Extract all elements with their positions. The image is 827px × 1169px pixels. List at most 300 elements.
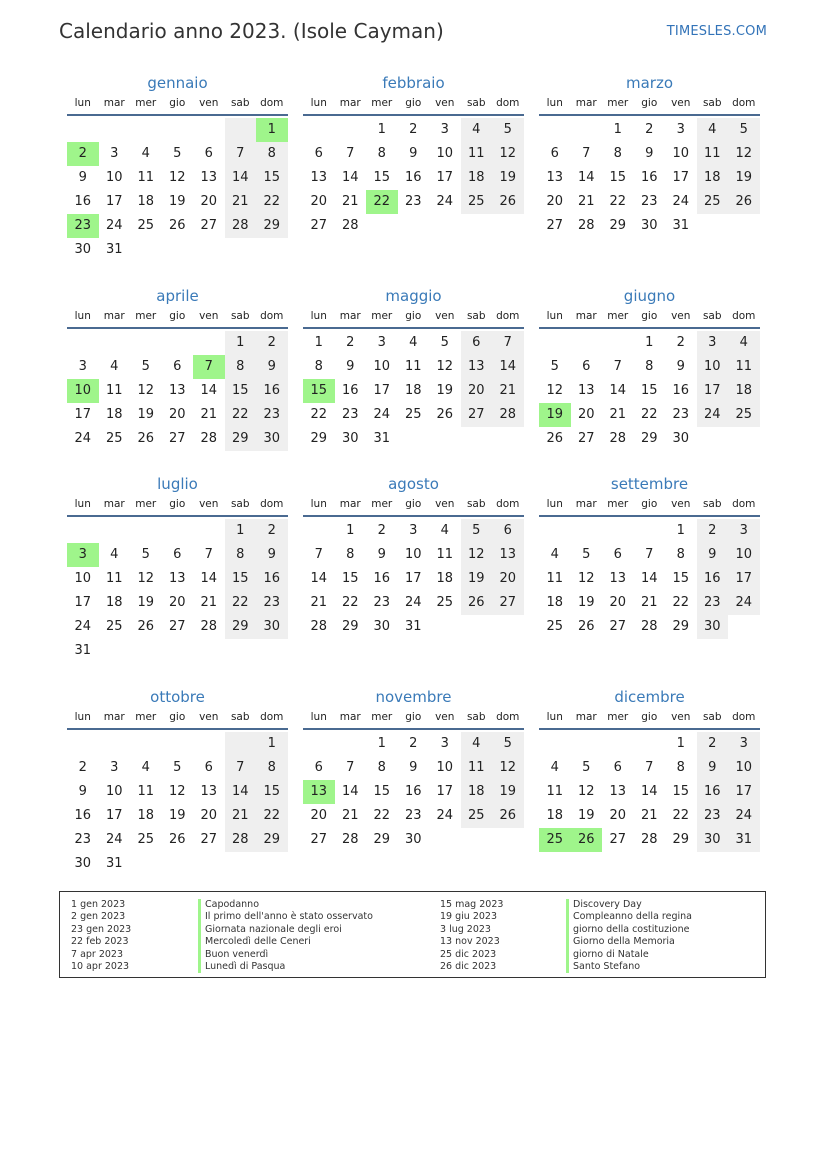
day-cell[interactable]: 28 bbox=[200, 619, 218, 634]
day-cell[interactable]: 3 bbox=[67, 543, 99, 567]
day-cell[interactable]: 20 bbox=[168, 407, 186, 422]
day-cell[interactable]: 3 bbox=[728, 732, 760, 756]
day-cell[interactable]: 27 bbox=[609, 619, 627, 634]
day-cell[interactable]: 17 bbox=[74, 595, 92, 610]
day-cell[interactable]: 13 bbox=[461, 355, 493, 379]
day-cell[interactable]: 25 bbox=[105, 431, 123, 446]
day-cell[interactable]: 16 bbox=[404, 170, 422, 185]
day-cell[interactable]: 25 bbox=[546, 619, 564, 634]
day-cell[interactable]: 26 bbox=[137, 619, 155, 634]
day-cell[interactable]: 21 bbox=[640, 808, 658, 823]
day-cell[interactable]: 19 bbox=[577, 808, 595, 823]
day-cell[interactable]: 25 bbox=[697, 190, 729, 214]
day-cell[interactable]: 27 bbox=[609, 832, 627, 847]
day-cell[interactable]: 1 bbox=[377, 122, 386, 137]
day-cell[interactable]: 15 bbox=[373, 784, 391, 799]
day-cell[interactable]: 23 bbox=[67, 214, 99, 238]
day-cell[interactable]: 15 bbox=[672, 571, 690, 586]
day-cell[interactable]: 18 bbox=[105, 595, 123, 610]
day-cell[interactable]: 26 bbox=[168, 832, 186, 847]
day-cell[interactable]: 22 bbox=[310, 407, 328, 422]
day-cell[interactable]: 10 bbox=[436, 146, 454, 161]
day-cell[interactable]: 27 bbox=[310, 218, 328, 233]
day-cell[interactable]: 28 bbox=[341, 832, 359, 847]
day-cell[interactable]: 15 bbox=[341, 571, 359, 586]
day-cell[interactable]: 8 bbox=[346, 547, 355, 562]
day-cell[interactable]: 30 bbox=[256, 427, 288, 451]
day-cell[interactable]: 7 bbox=[225, 142, 257, 166]
day-cell[interactable]: 28 bbox=[341, 218, 359, 233]
day-cell[interactable]: 14 bbox=[640, 784, 658, 799]
day-cell[interactable]: 12 bbox=[137, 571, 155, 586]
day-cell[interactable]: 16 bbox=[640, 170, 658, 185]
day-cell[interactable]: 23 bbox=[640, 194, 658, 209]
day-cell[interactable]: 28 bbox=[200, 431, 218, 446]
day-cell[interactable]: 28 bbox=[492, 403, 524, 427]
day-cell[interactable]: 15 bbox=[225, 567, 257, 591]
day-cell[interactable]: 25 bbox=[539, 828, 571, 852]
day-cell[interactable]: 18 bbox=[137, 808, 155, 823]
day-cell[interactable]: 6 bbox=[314, 760, 323, 775]
day-cell[interactable]: 9 bbox=[676, 359, 685, 374]
day-cell[interactable]: 14 bbox=[341, 170, 359, 185]
day-cell[interactable]: 19 bbox=[728, 166, 760, 190]
day-cell[interactable]: 1 bbox=[225, 519, 257, 543]
day-cell[interactable]: 2 bbox=[256, 519, 288, 543]
day-cell[interactable]: 12 bbox=[546, 383, 564, 398]
day-cell[interactable]: 27 bbox=[310, 832, 328, 847]
day-cell[interactable]: 14 bbox=[341, 784, 359, 799]
day-cell[interactable]: 13 bbox=[609, 571, 627, 586]
day-cell[interactable]: 11 bbox=[137, 170, 155, 185]
day-cell[interactable]: 14 bbox=[609, 383, 627, 398]
day-cell[interactable]: 16 bbox=[74, 808, 92, 823]
day-cell[interactable]: 12 bbox=[728, 142, 760, 166]
day-cell[interactable]: 24 bbox=[436, 194, 454, 209]
day-cell[interactable]: 2 bbox=[409, 736, 418, 751]
day-cell[interactable]: 16 bbox=[697, 567, 729, 591]
day-cell[interactable]: 1 bbox=[645, 335, 654, 350]
day-cell[interactable]: 24 bbox=[728, 591, 760, 615]
day-cell[interactable]: 20 bbox=[609, 808, 627, 823]
day-cell[interactable]: 24 bbox=[373, 407, 391, 422]
day-cell[interactable]: 28 bbox=[640, 619, 658, 634]
day-cell[interactable]: 4 bbox=[110, 359, 119, 374]
day-cell[interactable]: 25 bbox=[436, 595, 454, 610]
day-cell[interactable]: 17 bbox=[404, 571, 422, 586]
day-cell[interactable]: 4 bbox=[440, 523, 449, 538]
day-cell[interactable]: 16 bbox=[74, 194, 92, 209]
day-cell[interactable]: 11 bbox=[728, 355, 760, 379]
day-cell[interactable]: 22 bbox=[256, 190, 288, 214]
day-cell[interactable]: 10 bbox=[404, 547, 422, 562]
day-cell[interactable]: 17 bbox=[105, 194, 123, 209]
day-cell[interactable]: 12 bbox=[168, 170, 186, 185]
day-cell[interactable]: 18 bbox=[461, 780, 493, 804]
day-cell[interactable]: 14 bbox=[640, 571, 658, 586]
day-cell[interactable]: 12 bbox=[577, 784, 595, 799]
day-cell[interactable]: 21 bbox=[609, 407, 627, 422]
day-cell[interactable]: 4 bbox=[141, 146, 150, 161]
day-cell[interactable]: 19 bbox=[539, 403, 571, 427]
day-cell[interactable]: 23 bbox=[373, 595, 391, 610]
day-cell[interactable]: 13 bbox=[200, 170, 218, 185]
day-cell[interactable]: 24 bbox=[697, 403, 729, 427]
day-cell[interactable]: 3 bbox=[110, 146, 119, 161]
day-cell[interactable]: 17 bbox=[373, 383, 391, 398]
day-cell[interactable]: 27 bbox=[546, 218, 564, 233]
day-cell[interactable]: 23 bbox=[697, 591, 729, 615]
day-cell[interactable]: 16 bbox=[256, 379, 288, 403]
day-cell[interactable]: 7 bbox=[582, 146, 591, 161]
day-cell[interactable]: 8 bbox=[225, 543, 257, 567]
day-cell[interactable]: 19 bbox=[492, 780, 524, 804]
day-cell[interactable]: 25 bbox=[404, 407, 422, 422]
day-cell[interactable]: 12 bbox=[436, 359, 454, 374]
day-cell[interactable]: 1 bbox=[377, 736, 386, 751]
day-cell[interactable]: 20 bbox=[546, 194, 564, 209]
day-cell[interactable]: 20 bbox=[310, 194, 328, 209]
day-cell[interactable]: 5 bbox=[173, 760, 182, 775]
day-cell[interactable]: 29 bbox=[373, 832, 391, 847]
day-cell[interactable]: 24 bbox=[436, 808, 454, 823]
day-cell[interactable]: 21 bbox=[225, 804, 257, 828]
day-cell[interactable]: 29 bbox=[672, 832, 690, 847]
day-cell[interactable]: 18 bbox=[461, 166, 493, 190]
day-cell[interactable]: 29 bbox=[609, 218, 627, 233]
day-cell[interactable]: 26 bbox=[577, 619, 595, 634]
day-cell[interactable]: 22 bbox=[256, 804, 288, 828]
day-cell[interactable]: 20 bbox=[168, 595, 186, 610]
day-cell[interactable]: 7 bbox=[225, 756, 257, 780]
day-cell[interactable]: 2 bbox=[78, 760, 87, 775]
day-cell[interactable]: 14 bbox=[310, 571, 328, 586]
day-cell[interactable]: 11 bbox=[546, 571, 564, 586]
day-cell[interactable]: 6 bbox=[550, 146, 559, 161]
day-cell[interactable]: 30 bbox=[672, 431, 690, 446]
day-cell[interactable]: 14 bbox=[225, 166, 257, 190]
day-cell[interactable]: 29 bbox=[256, 214, 288, 238]
day-cell[interactable]: 11 bbox=[436, 547, 454, 562]
day-cell[interactable]: 10 bbox=[728, 756, 760, 780]
day-cell[interactable]: 23 bbox=[697, 804, 729, 828]
day-cell[interactable]: 4 bbox=[697, 118, 729, 142]
day-cell[interactable]: 3 bbox=[676, 122, 685, 137]
day-cell[interactable]: 12 bbox=[492, 142, 524, 166]
day-cell[interactable]: 26 bbox=[728, 190, 760, 214]
day-cell[interactable]: 26 bbox=[168, 218, 186, 233]
day-cell[interactable]: 9 bbox=[377, 547, 386, 562]
day-cell[interactable]: 23 bbox=[256, 403, 288, 427]
day-cell[interactable]: 2 bbox=[697, 732, 729, 756]
day-cell[interactable]: 13 bbox=[168, 383, 186, 398]
day-cell[interactable]: 17 bbox=[436, 170, 454, 185]
day-cell[interactable]: 20 bbox=[200, 808, 218, 823]
day-cell[interactable]: 12 bbox=[577, 571, 595, 586]
day-cell[interactable]: 21 bbox=[492, 379, 524, 403]
day-cell[interactable]: 9 bbox=[645, 146, 654, 161]
day-cell[interactable]: 28 bbox=[577, 218, 595, 233]
day-cell[interactable]: 9 bbox=[346, 359, 355, 374]
day-cell[interactable]: 8 bbox=[256, 756, 288, 780]
day-cell[interactable]: 7 bbox=[613, 359, 622, 374]
day-cell[interactable]: 1 bbox=[256, 732, 288, 756]
day-cell[interactable]: 16 bbox=[341, 383, 359, 398]
day-cell[interactable]: 21 bbox=[200, 407, 218, 422]
day-cell[interactable]: 20 bbox=[577, 407, 595, 422]
day-cell[interactable]: 5 bbox=[492, 118, 524, 142]
day-cell[interactable]: 13 bbox=[310, 170, 328, 185]
day-cell[interactable]: 30 bbox=[373, 619, 391, 634]
day-cell[interactable]: 3 bbox=[110, 760, 119, 775]
day-cell[interactable]: 18 bbox=[404, 383, 422, 398]
day-cell[interactable]: 4 bbox=[141, 760, 150, 775]
day-cell[interactable]: 21 bbox=[200, 595, 218, 610]
day-cell[interactable]: 2 bbox=[377, 523, 386, 538]
day-cell[interactable]: 17 bbox=[728, 567, 760, 591]
day-cell[interactable]: 7 bbox=[314, 547, 323, 562]
day-cell[interactable]: 31 bbox=[728, 828, 760, 852]
day-cell[interactable]: 3 bbox=[728, 519, 760, 543]
day-cell[interactable]: 26 bbox=[137, 431, 155, 446]
day-cell[interactable]: 19 bbox=[137, 595, 155, 610]
day-cell[interactable]: 12 bbox=[168, 784, 186, 799]
day-cell[interactable]: 24 bbox=[74, 431, 92, 446]
day-cell[interactable]: 27 bbox=[168, 619, 186, 634]
day-cell[interactable]: 2 bbox=[697, 519, 729, 543]
day-cell[interactable]: 21 bbox=[341, 194, 359, 209]
day-cell[interactable]: 10 bbox=[67, 379, 99, 403]
day-cell[interactable]: 9 bbox=[256, 355, 288, 379]
day-cell[interactable]: 4 bbox=[110, 547, 119, 562]
day-cell[interactable]: 8 bbox=[645, 359, 654, 374]
day-cell[interactable]: 27 bbox=[200, 832, 218, 847]
day-cell[interactable]: 31 bbox=[373, 431, 391, 446]
day-cell[interactable]: 24 bbox=[105, 218, 123, 233]
day-cell[interactable]: 27 bbox=[168, 431, 186, 446]
day-cell[interactable]: 30 bbox=[256, 615, 288, 639]
day-cell[interactable]: 1 bbox=[225, 331, 257, 355]
day-cell[interactable]: 24 bbox=[74, 619, 92, 634]
day-cell[interactable]: 25 bbox=[105, 619, 123, 634]
day-cell[interactable]: 30 bbox=[697, 828, 729, 852]
day-cell[interactable]: 13 bbox=[577, 383, 595, 398]
day-cell[interactable]: 22 bbox=[341, 595, 359, 610]
day-cell[interactable]: 3 bbox=[440, 122, 449, 137]
day-cell[interactable]: 22 bbox=[672, 595, 690, 610]
day-cell[interactable]: 29 bbox=[310, 431, 328, 446]
day-cell[interactable]: 13 bbox=[168, 571, 186, 586]
day-cell[interactable]: 1 bbox=[613, 122, 622, 137]
day-cell[interactable]: 17 bbox=[436, 784, 454, 799]
day-cell[interactable]: 4 bbox=[409, 335, 418, 350]
day-cell[interactable]: 26 bbox=[492, 190, 524, 214]
day-cell[interactable]: 13 bbox=[546, 170, 564, 185]
day-cell[interactable]: 7 bbox=[492, 331, 524, 355]
day-cell[interactable]: 8 bbox=[377, 146, 386, 161]
day-cell[interactable]: 2 bbox=[676, 335, 685, 350]
day-cell[interactable]: 14 bbox=[200, 571, 218, 586]
day-cell[interactable]: 18 bbox=[546, 595, 564, 610]
day-cell[interactable]: 5 bbox=[492, 732, 524, 756]
day-cell[interactable]: 29 bbox=[672, 619, 690, 634]
day-cell[interactable]: 17 bbox=[697, 379, 729, 403]
day-cell[interactable]: 23 bbox=[404, 808, 422, 823]
day-cell[interactable]: 15 bbox=[303, 379, 335, 403]
day-cell[interactable]: 9 bbox=[697, 543, 729, 567]
day-cell[interactable]: 10 bbox=[74, 571, 92, 586]
day-cell[interactable]: 28 bbox=[225, 828, 257, 852]
day-cell[interactable]: 1 bbox=[256, 118, 288, 142]
day-cell[interactable]: 15 bbox=[256, 166, 288, 190]
day-cell[interactable]: 25 bbox=[137, 218, 155, 233]
day-cell[interactable]: 11 bbox=[697, 142, 729, 166]
day-cell[interactable]: 7 bbox=[346, 760, 355, 775]
day-cell[interactable]: 22 bbox=[609, 194, 627, 209]
day-cell[interactable]: 10 bbox=[436, 760, 454, 775]
day-cell[interactable]: 9 bbox=[409, 146, 418, 161]
day-cell[interactable]: 11 bbox=[404, 359, 422, 374]
day-cell[interactable]: 3 bbox=[697, 331, 729, 355]
day-cell[interactable]: 29 bbox=[256, 828, 288, 852]
day-cell[interactable]: 12 bbox=[461, 543, 493, 567]
day-cell[interactable]: 8 bbox=[613, 146, 622, 161]
day-cell[interactable]: 22 bbox=[225, 591, 257, 615]
day-cell[interactable]: 2 bbox=[67, 142, 99, 166]
day-cell[interactable]: 22 bbox=[366, 190, 398, 214]
day-cell[interactable]: 26 bbox=[436, 407, 454, 422]
day-cell[interactable]: 18 bbox=[137, 194, 155, 209]
day-cell[interactable]: 29 bbox=[341, 619, 359, 634]
day-cell[interactable]: 2 bbox=[645, 122, 654, 137]
day-cell[interactable]: 8 bbox=[314, 359, 323, 374]
day-cell[interactable]: 22 bbox=[373, 808, 391, 823]
day-cell[interactable]: 9 bbox=[78, 784, 87, 799]
day-cell[interactable]: 5 bbox=[728, 118, 760, 142]
day-cell[interactable]: 30 bbox=[74, 242, 92, 257]
day-cell[interactable]: 6 bbox=[613, 547, 622, 562]
day-cell[interactable]: 25 bbox=[461, 804, 493, 828]
day-cell[interactable]: 28 bbox=[310, 619, 328, 634]
day-cell[interactable]: 1 bbox=[676, 736, 685, 751]
day-cell[interactable]: 6 bbox=[582, 359, 591, 374]
day-cell[interactable]: 6 bbox=[314, 146, 323, 161]
day-cell[interactable]: 3 bbox=[409, 523, 418, 538]
day-cell[interactable]: 15 bbox=[225, 379, 257, 403]
day-cell[interactable]: 22 bbox=[640, 407, 658, 422]
day-cell[interactable]: 24 bbox=[105, 832, 123, 847]
day-cell[interactable]: 4 bbox=[461, 118, 493, 142]
day-cell[interactable]: 14 bbox=[225, 780, 257, 804]
day-cell[interactable]: 13 bbox=[200, 784, 218, 799]
day-cell[interactable]: 20 bbox=[200, 194, 218, 209]
day-cell[interactable]: 8 bbox=[256, 142, 288, 166]
day-cell[interactable]: 19 bbox=[461, 567, 493, 591]
day-cell[interactable]: 11 bbox=[137, 784, 155, 799]
day-cell[interactable]: 17 bbox=[105, 808, 123, 823]
day-cell[interactable]: 17 bbox=[672, 170, 690, 185]
day-cell[interactable]: 18 bbox=[697, 166, 729, 190]
day-cell[interactable]: 6 bbox=[173, 547, 182, 562]
day-cell[interactable]: 15 bbox=[373, 170, 391, 185]
day-cell[interactable]: 20 bbox=[461, 379, 493, 403]
day-cell[interactable]: 6 bbox=[204, 146, 213, 161]
day-cell[interactable]: 15 bbox=[672, 784, 690, 799]
day-cell[interactable]: 12 bbox=[137, 383, 155, 398]
day-cell[interactable]: 5 bbox=[582, 760, 591, 775]
day-cell[interactable]: 18 bbox=[105, 407, 123, 422]
day-cell[interactable]: 5 bbox=[582, 547, 591, 562]
day-cell[interactable]: 20 bbox=[609, 595, 627, 610]
day-cell[interactable]: 23 bbox=[74, 832, 92, 847]
day-cell[interactable]: 17 bbox=[74, 407, 92, 422]
day-cell[interactable]: 4 bbox=[550, 760, 559, 775]
day-cell[interactable]: 2 bbox=[409, 122, 418, 137]
day-cell[interactable]: 25 bbox=[137, 832, 155, 847]
day-cell[interactable]: 9 bbox=[409, 760, 418, 775]
day-cell[interactable]: 16 bbox=[256, 567, 288, 591]
day-cell[interactable]: 7 bbox=[645, 760, 654, 775]
day-cell[interactable]: 13 bbox=[303, 780, 335, 804]
day-cell[interactable]: 6 bbox=[492, 519, 524, 543]
day-cell[interactable]: 4 bbox=[728, 331, 760, 355]
day-cell[interactable]: 22 bbox=[672, 808, 690, 823]
day-cell[interactable]: 1 bbox=[346, 523, 355, 538]
day-cell[interactable]: 16 bbox=[404, 784, 422, 799]
day-cell[interactable]: 7 bbox=[346, 146, 355, 161]
day-cell[interactable]: 19 bbox=[168, 808, 186, 823]
day-cell[interactable]: 7 bbox=[645, 547, 654, 562]
day-cell[interactable]: 10 bbox=[105, 170, 123, 185]
day-cell[interactable]: 13 bbox=[609, 784, 627, 799]
day-cell[interactable]: 25 bbox=[461, 190, 493, 214]
day-cell[interactable]: 10 bbox=[373, 359, 391, 374]
day-cell[interactable]: 12 bbox=[492, 756, 524, 780]
day-cell[interactable]: 1 bbox=[314, 335, 323, 350]
day-cell[interactable]: 8 bbox=[225, 355, 257, 379]
day-cell[interactable]: 3 bbox=[78, 359, 87, 374]
day-cell[interactable]: 4 bbox=[550, 547, 559, 562]
day-cell[interactable]: 24 bbox=[728, 804, 760, 828]
day-cell[interactable]: 30 bbox=[404, 832, 422, 847]
day-cell[interactable]: 16 bbox=[672, 383, 690, 398]
day-cell[interactable]: 5 bbox=[461, 519, 493, 543]
day-cell[interactable]: 23 bbox=[341, 407, 359, 422]
day-cell[interactable]: 20 bbox=[310, 808, 328, 823]
day-cell[interactable]: 9 bbox=[256, 543, 288, 567]
day-cell[interactable]: 18 bbox=[728, 379, 760, 403]
day-cell[interactable]: 11 bbox=[105, 571, 123, 586]
day-cell[interactable]: 19 bbox=[436, 383, 454, 398]
day-cell[interactable]: 15 bbox=[256, 780, 288, 804]
day-cell[interactable]: 5 bbox=[141, 359, 150, 374]
day-cell[interactable]: 5 bbox=[141, 547, 150, 562]
day-cell[interactable]: 7 bbox=[204, 547, 213, 562]
day-cell[interactable]: 30 bbox=[640, 218, 658, 233]
day-cell[interactable]: 11 bbox=[461, 142, 493, 166]
day-cell[interactable]: 5 bbox=[173, 146, 182, 161]
day-cell[interactable]: 28 bbox=[225, 214, 257, 238]
day-cell[interactable]: 27 bbox=[461, 403, 493, 427]
site-link[interactable]: TIMESLES.COM bbox=[666, 24, 767, 39]
day-cell[interactable]: 15 bbox=[609, 170, 627, 185]
day-cell[interactable]: 16 bbox=[697, 780, 729, 804]
day-cell[interactable]: 19 bbox=[577, 595, 595, 610]
day-cell[interactable]: 5 bbox=[550, 359, 559, 374]
day-cell[interactable]: 8 bbox=[377, 760, 386, 775]
day-cell[interactable]: 14 bbox=[492, 355, 524, 379]
day-cell[interactable]: 10 bbox=[105, 784, 123, 799]
